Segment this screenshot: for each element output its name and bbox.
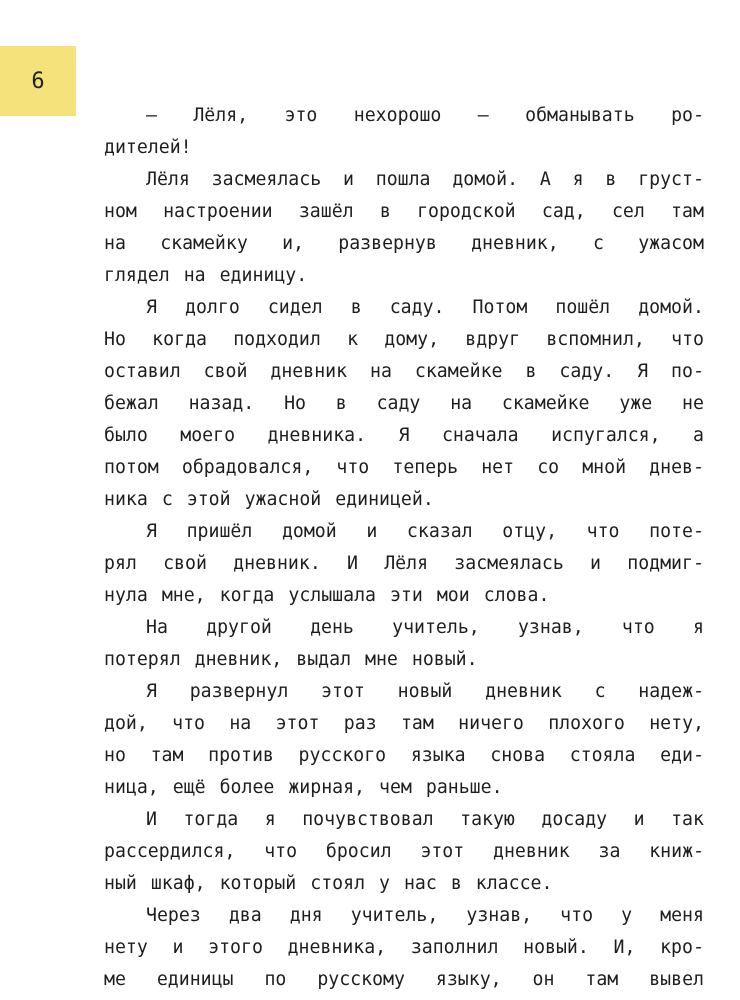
word: засмеялась — [211, 169, 322, 190]
word: чем — [379, 777, 412, 798]
word: со — [537, 457, 560, 478]
word: языку, — [435, 969, 502, 990]
word: пошла — [375, 169, 431, 190]
word: я — [693, 617, 704, 638]
text-line — [104, 228, 704, 260]
word: отцу, — [502, 521, 558, 542]
word: это — [284, 105, 318, 126]
word: развернув — [338, 233, 437, 254]
text-line — [104, 804, 704, 836]
word: мне, — [161, 585, 206, 606]
word: что — [264, 841, 298, 862]
word: И — [146, 809, 157, 830]
text-line — [104, 708, 704, 740]
word: книж- — [649, 841, 704, 862]
word: не — [682, 393, 704, 414]
word: — — [477, 105, 489, 126]
word: сидел — [267, 297, 323, 318]
word: узнав, — [517, 617, 584, 638]
text-line — [104, 292, 704, 324]
word: с — [161, 489, 173, 510]
word: Я — [146, 521, 157, 542]
word: Я — [398, 425, 410, 446]
text-line — [104, 740, 704, 772]
word: жирная, — [288, 777, 366, 798]
word: стояла — [569, 745, 636, 766]
word: саду — [376, 393, 421, 414]
word: на — [104, 233, 126, 254]
word: снова — [490, 745, 546, 766]
word: сначала — [441, 425, 519, 446]
word: единицу. — [219, 265, 308, 286]
word: учитель, — [392, 617, 480, 638]
word: рял — [104, 553, 137, 574]
word: на — [450, 393, 473, 414]
word: и — [590, 553, 601, 574]
word: И — [347, 553, 358, 574]
word: бежал — [104, 393, 159, 414]
text-line — [104, 260, 704, 292]
word: ме — [104, 969, 126, 990]
word: тогда — [183, 809, 239, 830]
word: и — [633, 809, 645, 830]
text-line — [104, 452, 704, 484]
word: досаду — [541, 809, 608, 830]
word: заполнил — [410, 937, 499, 958]
word: слова. — [483, 585, 550, 606]
word: другой — [206, 617, 272, 638]
word: домой. — [638, 297, 704, 318]
word: дневник — [493, 841, 570, 862]
word: мои — [436, 585, 470, 606]
word: еди- — [660, 745, 704, 766]
word: дневник — [270, 361, 348, 382]
word: что — [621, 617, 655, 638]
text-line — [104, 772, 704, 804]
word: стоял — [310, 873, 366, 894]
word: к — [347, 329, 359, 350]
word: нас — [403, 873, 437, 894]
word: раз — [343, 713, 377, 734]
word: этот — [321, 681, 365, 702]
word: он — [532, 969, 555, 990]
word: рассердился, — [104, 841, 236, 862]
text-line — [104, 900, 704, 932]
word: а — [693, 425, 704, 446]
word: у — [379, 873, 390, 894]
text-line — [104, 484, 704, 516]
word: плохого — [548, 713, 625, 734]
text-line — [104, 516, 704, 548]
word: там — [671, 201, 704, 222]
word: потерял — [104, 649, 181, 670]
word: за — [598, 841, 621, 862]
word: меня — [660, 905, 704, 926]
word: этой — [186, 489, 231, 510]
word: я — [572, 169, 584, 190]
word: скамейке — [414, 361, 503, 382]
word: Я — [637, 361, 649, 382]
text-line — [104, 868, 704, 900]
word: который — [219, 873, 297, 894]
word: по- — [671, 361, 704, 382]
word: на — [229, 713, 252, 734]
word: с — [594, 681, 606, 702]
word: домой. — [452, 169, 519, 190]
word: дневник, — [471, 233, 559, 254]
word: раньше. — [425, 777, 503, 798]
word: нет — [481, 457, 515, 478]
word: узнав, — [466, 905, 533, 926]
word: Потом — [472, 297, 528, 318]
word: услышала — [288, 585, 376, 606]
word: выдал — [296, 649, 352, 670]
word: когда — [219, 585, 275, 606]
word: по — [264, 969, 287, 990]
word: этот — [275, 713, 320, 734]
word: Лёля — [384, 553, 429, 574]
word: дневника. — [267, 425, 367, 446]
word: там — [150, 745, 184, 766]
text-line — [104, 964, 704, 996]
word: этот — [420, 841, 465, 862]
word: в — [350, 297, 362, 318]
word: Но — [284, 393, 306, 414]
word: но — [104, 745, 126, 766]
word: что — [172, 713, 206, 734]
word: сказал — [406, 521, 473, 542]
word: надеж- — [638, 681, 704, 702]
word: зашёл — [298, 201, 354, 222]
word: домой — [281, 521, 337, 542]
word: там — [400, 713, 434, 734]
word: Через — [146, 905, 201, 926]
word: учитель, — [350, 905, 439, 926]
word: ужасом — [638, 233, 704, 254]
word: свой — [163, 553, 207, 574]
text-line — [104, 420, 704, 452]
word: с — [593, 233, 604, 254]
word: когда — [152, 329, 207, 350]
word: новый. — [523, 937, 589, 958]
text-line — [104, 132, 704, 164]
text-line — [104, 580, 704, 612]
word: этого — [208, 937, 263, 958]
word: оставил — [104, 361, 181, 382]
word: А — [539, 169, 551, 190]
word: в — [605, 169, 617, 190]
word: два — [228, 905, 262, 926]
word: подмиг- — [627, 553, 704, 574]
text-line — [104, 548, 704, 580]
word: Лёля — [146, 169, 190, 190]
word: свой — [203, 361, 248, 382]
word: Лёля, — [193, 105, 249, 126]
word: классе. — [475, 873, 553, 894]
word: поте- — [649, 521, 704, 542]
word: так — [671, 809, 704, 830]
word: настроении — [163, 201, 273, 222]
word: ном — [104, 201, 137, 222]
word: день — [310, 617, 354, 638]
word: груст- — [638, 169, 704, 190]
word: городской — [417, 201, 516, 222]
word: мной — [582, 457, 627, 478]
word: дому, — [384, 329, 440, 350]
word: и — [172, 937, 184, 958]
word: развернул — [189, 681, 289, 702]
word: я — [264, 809, 276, 830]
word: дневник, — [194, 649, 283, 670]
word: сад, — [541, 201, 586, 222]
word: кро- — [660, 937, 704, 958]
word: обманывать — [525, 105, 635, 126]
text-line — [104, 196, 704, 228]
word: испугался, — [551, 425, 661, 446]
word: новый — [397, 681, 453, 702]
word: и — [342, 169, 354, 190]
word: пошёл — [555, 297, 611, 318]
word: засмеялась — [454, 553, 564, 574]
word: дня — [289, 905, 323, 926]
word: нехорошо — [353, 105, 442, 126]
word: ница, — [104, 777, 159, 798]
word: сел — [611, 201, 645, 222]
word: в — [379, 201, 391, 222]
word: назад. — [188, 393, 255, 414]
word: саду. — [389, 297, 445, 318]
word: мне — [365, 649, 398, 670]
word: русскому — [317, 969, 405, 990]
word: единицы — [156, 969, 234, 990]
word: и — [366, 521, 378, 542]
word: потом — [104, 457, 159, 478]
word: уже — [619, 393, 653, 414]
word: ника — [104, 489, 148, 510]
word: На — [146, 617, 168, 638]
word: что — [671, 329, 704, 350]
word: нула — [104, 585, 148, 606]
word: — — [146, 105, 157, 126]
word: вывел — [649, 969, 704, 990]
word: моего — [180, 425, 236, 446]
text-line — [104, 932, 704, 964]
word: такую — [460, 809, 515, 830]
word: ро- — [671, 105, 704, 126]
word: дой, — [104, 713, 148, 734]
word: и, — [282, 233, 304, 254]
word: почувствовал — [302, 809, 434, 830]
text-line — [104, 836, 704, 868]
word: было — [104, 425, 148, 446]
word: в — [335, 393, 347, 414]
word: ужасной — [244, 489, 322, 510]
word: вспомнил, — [546, 329, 645, 350]
word: нету, — [649, 713, 704, 734]
word: глядел — [104, 265, 170, 286]
word: ный — [104, 873, 137, 894]
text-line — [104, 612, 704, 644]
word: ещё — [172, 777, 206, 798]
page-number: 6 — [31, 68, 45, 94]
word: в — [450, 873, 462, 894]
word: саду. — [559, 361, 615, 382]
word: обрадовался, — [181, 457, 314, 478]
word: против — [208, 745, 274, 766]
word: подходил — [233, 329, 321, 350]
word: бросил — [325, 841, 392, 862]
body-text — [104, 100, 704, 996]
word: дневник. — [233, 553, 321, 574]
word: дневник — [485, 681, 562, 702]
word: Я — [146, 297, 157, 318]
word: на — [183, 265, 206, 286]
word: единицей. — [335, 489, 434, 510]
text-line — [104, 324, 704, 356]
word: что — [336, 457, 370, 478]
word: дителей! — [104, 137, 192, 158]
text-line — [104, 164, 704, 196]
text-line — [104, 676, 704, 708]
word: у — [621, 905, 633, 926]
word: Я — [146, 681, 157, 702]
word: пришёл — [186, 521, 253, 542]
word: русского — [298, 745, 387, 766]
word: долго — [185, 297, 240, 318]
word: И, — [613, 937, 636, 958]
word: днев- — [649, 457, 704, 478]
word: дневника, — [287, 937, 387, 958]
text-line — [104, 644, 704, 676]
word: вдруг — [465, 329, 521, 350]
word: что — [586, 521, 620, 542]
text-line — [104, 388, 704, 420]
word: ничего — [458, 713, 524, 734]
text-line — [104, 100, 704, 132]
word: Но — [104, 329, 126, 350]
word: скамейке — [501, 393, 590, 414]
word: шкаф, — [150, 873, 206, 894]
page-number-tab — [0, 46, 76, 116]
word: новый. — [411, 649, 478, 670]
word: нету — [104, 937, 148, 958]
text-line — [104, 356, 704, 388]
word: там — [585, 969, 619, 990]
word: языка — [410, 745, 466, 766]
word: эти — [389, 585, 423, 606]
word: на — [370, 361, 392, 382]
word: более — [219, 777, 275, 798]
word: в — [525, 361, 537, 382]
word: скамейку — [160, 233, 248, 254]
word: теперь — [392, 457, 459, 478]
word: что — [560, 905, 594, 926]
